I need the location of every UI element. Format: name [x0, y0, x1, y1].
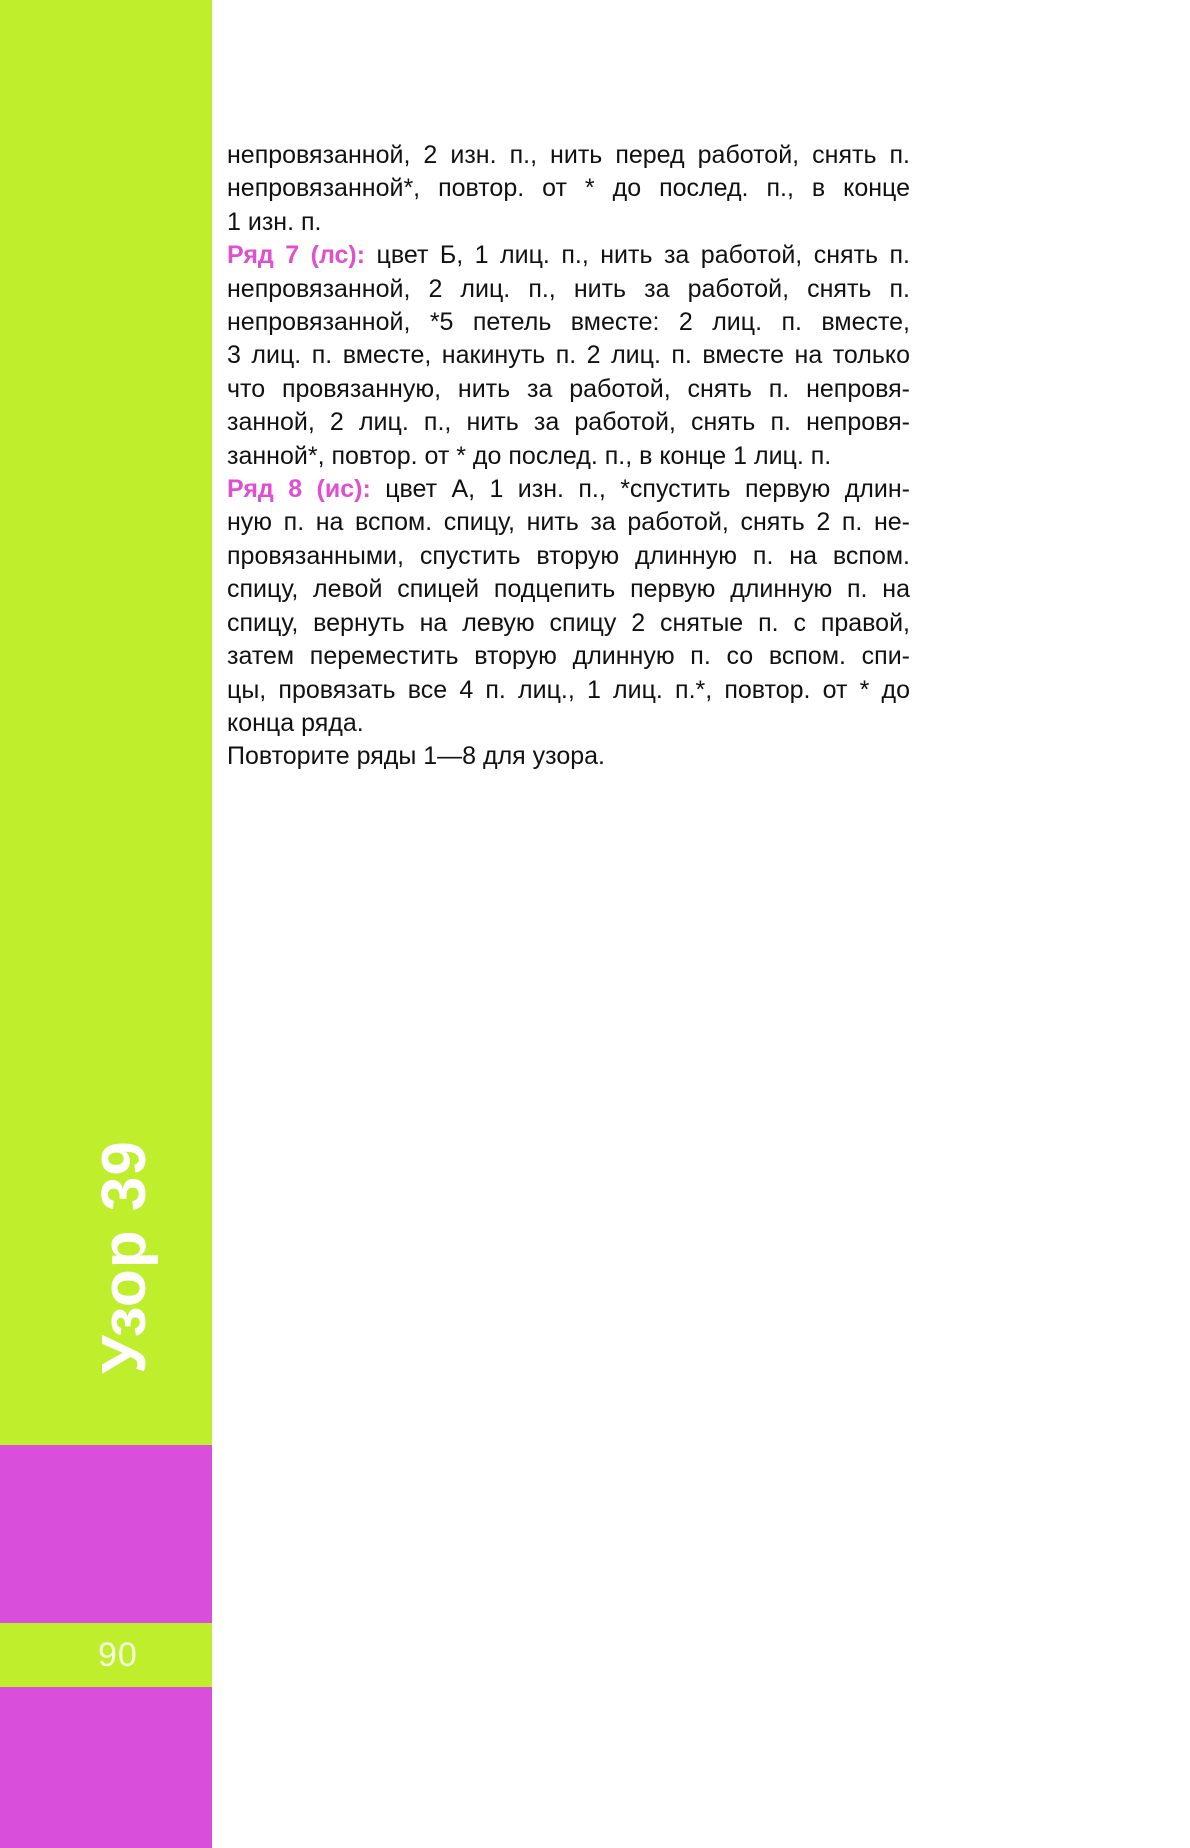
text-line: непровязанной, *5 петель вместе: 2 лиц. п. вместе,	[227, 308, 910, 337]
sidebar-magenta-bottom-band	[0, 1687, 212, 1848]
text-line: затем переместить вторую длинную п. со вспом. спи-	[227, 642, 910, 671]
text-block	[227, 139, 910, 774]
sidebar	[0, 0, 212, 1848]
text-line: спицу, левой спицей подцепить первую длинную п. на	[227, 575, 910, 604]
sidebar-magenta-band	[0, 1445, 212, 1623]
text-line: непровязанной*, повтор. от * до послед. п., в конце	[227, 174, 910, 203]
text-line: Ряд 7 (лс): цвет Б, 1 лиц. п., нить за работой, снять п.	[227, 241, 910, 270]
sidebar-page-number-band	[0, 1623, 212, 1687]
text-line: занной*, повтор. от * до послед. п., в конце 1 лиц. п.	[227, 441, 832, 470]
text-line: занной, 2 лиц. п., нить за работой, снять п. непровя-	[227, 408, 910, 437]
text-line: Повторите ряды 1—8 для узора.	[227, 742, 605, 771]
text-line: непровязанной, 2 изн. п., нить перед работой, снять п.	[227, 141, 910, 169]
text-line: что провязанную, нить за работой, снять п. непровя-	[227, 374, 910, 403]
text-line: 3 лиц. п. вместе, накинуть п. 2 лиц. п. вместе на только	[227, 341, 910, 370]
text-line: провязанными, спустить вторую длинную п. на вспом.	[227, 541, 910, 570]
text-line: конца ряда.	[227, 708, 364, 737]
text-line: 1 изн. п.	[227, 207, 322, 236]
text-line: цы, провязать все 4 п. лиц., 1 лиц. п.*, повтор. от * до	[227, 675, 910, 704]
text-line: ную п. на вспом. спицу, нить за работой, снять 2 п. не-	[227, 508, 910, 537]
text-line: спицу, вернуть на левую спицу 2 снятые п. с правой,	[227, 608, 910, 637]
page-number: 90	[98, 1635, 138, 1674]
text-line: непровязанной, 2 лиц. п., нить за работой, снять п.	[227, 274, 910, 303]
row-heading: Ряд 8 (ис):	[227, 475, 371, 504]
pattern-title-vertical: Узор 39	[90, 1140, 159, 1374]
row-heading: Ряд 7 (лс):	[227, 241, 366, 270]
text-line: Ряд 8 (ис): цвет А, 1 изн. п., *спустить первую длин-	[227, 475, 910, 504]
